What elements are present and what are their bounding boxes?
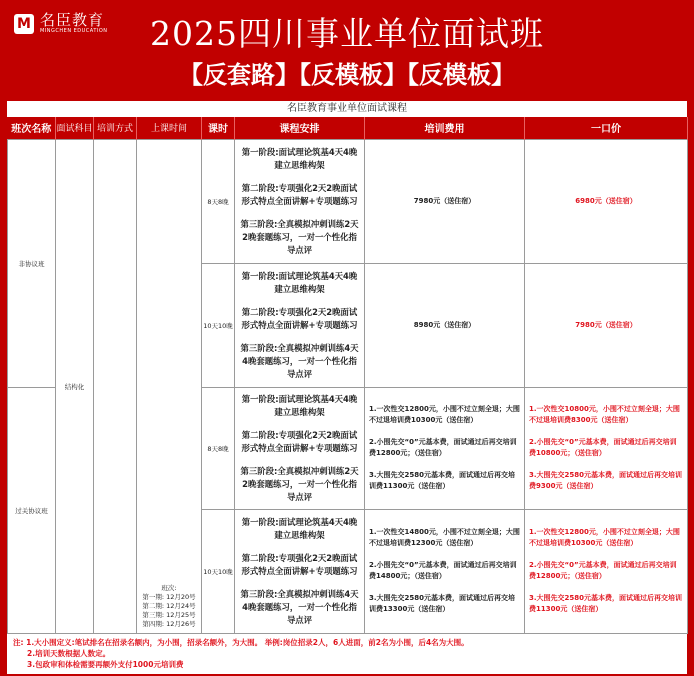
class-name-cell: 过关协议班 — [8, 387, 56, 633]
col-header-time: 上课时间 — [137, 117, 202, 139]
price-option: 2.小围先交“0”元基本费，面试通过后再交培训费10800元；（送住宿） — [529, 437, 677, 457]
fee-option: 2.小围先交“0”元基本费，面试通过后再交培训费14800元；（送住宿） — [369, 560, 517, 580]
schedule-stage: 第二阶段:专项强化2天2晚面试形式特点全面讲解+专项题练习 — [241, 429, 358, 453]
fee-cell: 8980元（送住宿） — [365, 263, 525, 387]
table-row — [8, 139, 688, 263]
price-option: 2.小围先交“0”元基本费，面试通过后再交培训费12800元；（送住宿） — [529, 560, 677, 580]
col-header-price: 一口价 — [525, 117, 688, 139]
footnote: 2.培训天数根据人数定。 — [27, 648, 111, 658]
col-header-hours: 课时 — [202, 117, 235, 139]
price-option: 1.一次性交10800元，小围不过立刻全退；大围不过退培训费8300元（送住宿） — [529, 404, 680, 424]
page-title: 2025四川事业单位面试班 — [150, 14, 544, 53]
fee-option: 2.小围先交“0”元基本费，面试通过后再交培训费12800元；（送住宿） — [369, 437, 517, 457]
fee-option: 1.一次性交12800元，小围不过立刻全退；大围不过退培训费10300元（送住宿） — [369, 404, 520, 424]
footnotes — [7, 634, 687, 674]
price-cell: 6980元（送住宿） — [525, 139, 688, 263]
price-option: 3.大围先交2580元基本费，面试通过后再交培训费11300元（送住宿） — [529, 593, 683, 613]
price-cell — [525, 387, 688, 509]
course-table-wrapper — [7, 101, 687, 674]
hours-cell: 8天8晚 — [202, 139, 235, 263]
logo-en-text: MINGCHEN EDUCATION — [40, 28, 108, 34]
schedule-stage: 第一阶段:面试理论筑基4天4晚建立思维构架 — [241, 270, 358, 294]
header-banner — [0, 0, 694, 100]
subject-cell: 结构化 — [56, 139, 94, 633]
col-header-fee: 培训费用 — [365, 117, 525, 139]
mingchen-logo-icon: M — [14, 14, 34, 34]
price-option: 1.一次性交12800元，小围不过立刻全退；大围不过退培训费10300元（送住宿） — [529, 527, 680, 547]
schedule-stage: 第三阶段:全真模拟冲刺训练2天2晚套题练习，一对一个性化指导点评 — [240, 218, 359, 255]
col-header-schedule: 课程安排 — [235, 117, 365, 139]
dates-label: 班次: — [161, 583, 177, 592]
fee-cell — [365, 387, 525, 509]
col-header-class-name: 班次名称 — [8, 117, 56, 139]
price-option: 3.大围先交2580元基本费，面试通过后再交培训费9300元（送住宿） — [529, 470, 683, 490]
schedule-stage: 第二阶段:专项强化2天2晚面试形式特点全面讲解+专项题练习 — [241, 182, 358, 206]
schedule-stage: 第二阶段:专项强化2天2晚面试形式特点全面讲解+专项题练习 — [241, 552, 358, 576]
date-line: 第四期: 12月26号 — [142, 619, 196, 628]
course-table — [7, 117, 688, 634]
date-line: 第二期: 12月24号 — [142, 601, 196, 610]
class-name-cell: 非协议班 — [8, 139, 56, 387]
fee-option: 3.大围先交2580元基本费，面试通过后再交培训费11300元（送住宿） — [369, 470, 516, 490]
fee-cell: 7980元（送住宿） — [365, 139, 525, 263]
logo-cn-text: 名臣教育 — [40, 11, 105, 29]
hours-cell: 10天10晚 — [202, 263, 235, 387]
class-dates-cell — [137, 139, 202, 633]
fee-cell — [365, 509, 525, 633]
schedule-cell — [235, 387, 365, 509]
schedule-stage: 第一阶段:面试理论筑基4天4晚建立思维构架 — [241, 393, 358, 417]
footnote: 注: 1.大小围定义:笔试排名在招录名额内，为小围，招录名额外，为大围。 举例:岗位招录2人，6人进面，前2名为小围，后4名为大围。 — [13, 637, 469, 647]
schedule-stage: 第一阶段:面试理论筑基4天4晚建立思维构架 — [241, 146, 358, 170]
hours-cell: 10天10晚 — [202, 509, 235, 633]
schedule-stage: 第三阶段:全真模拟冲刺训练4天4晚套题练习，一对一个性化指导点评 — [240, 342, 359, 379]
schedule-cell — [235, 263, 365, 387]
col-header-method: 培训方式 — [94, 117, 137, 139]
schedule-stage: 第二阶段:专项强化2天2晚面试形式特点全面讲解+专项题练习 — [241, 306, 358, 330]
schedule-stage: 第三阶段:全真模拟冲刺训练2天2晚套题练习，一对一个性化指导点评 — [240, 465, 359, 502]
schedule-cell — [235, 509, 365, 633]
method-cell — [94, 139, 137, 633]
hours-cell: 8天8晚 — [202, 387, 235, 509]
col-header-subject: 面试科目 — [56, 117, 94, 139]
table-caption: 名臣教育事业单位面试课程 — [7, 101, 687, 117]
table-header-row — [8, 117, 688, 139]
schedule-stage: 第三阶段:全真模拟冲刺训练4天4晚套题练习，一对一个性化指导点评 — [240, 588, 359, 625]
footnote: 3.包政审和体检需要再额外支付1000元培训费 — [27, 659, 184, 669]
fee-option: 1.一次性交14800元，小围不过立刻全退；大围不过退培训费12300元（送住宿） — [369, 527, 520, 547]
schedule-cell — [235, 139, 365, 263]
page-subtitle: 【反套路】【反模板】【反模板】 — [179, 60, 515, 89]
date-line: 第三期: 12月25号 — [142, 610, 196, 619]
price-cell — [525, 509, 688, 633]
date-line: 第一期: 12月20号 — [142, 592, 196, 601]
price-cell: 7980元（送住宿） — [525, 263, 688, 387]
schedule-stage: 第一阶段:面试理论筑基4天4晚建立思维构架 — [241, 516, 358, 540]
fee-option: 3.大围先交2580元基本费，面试通过后再交培训费13300元（送住宿） — [369, 593, 516, 613]
